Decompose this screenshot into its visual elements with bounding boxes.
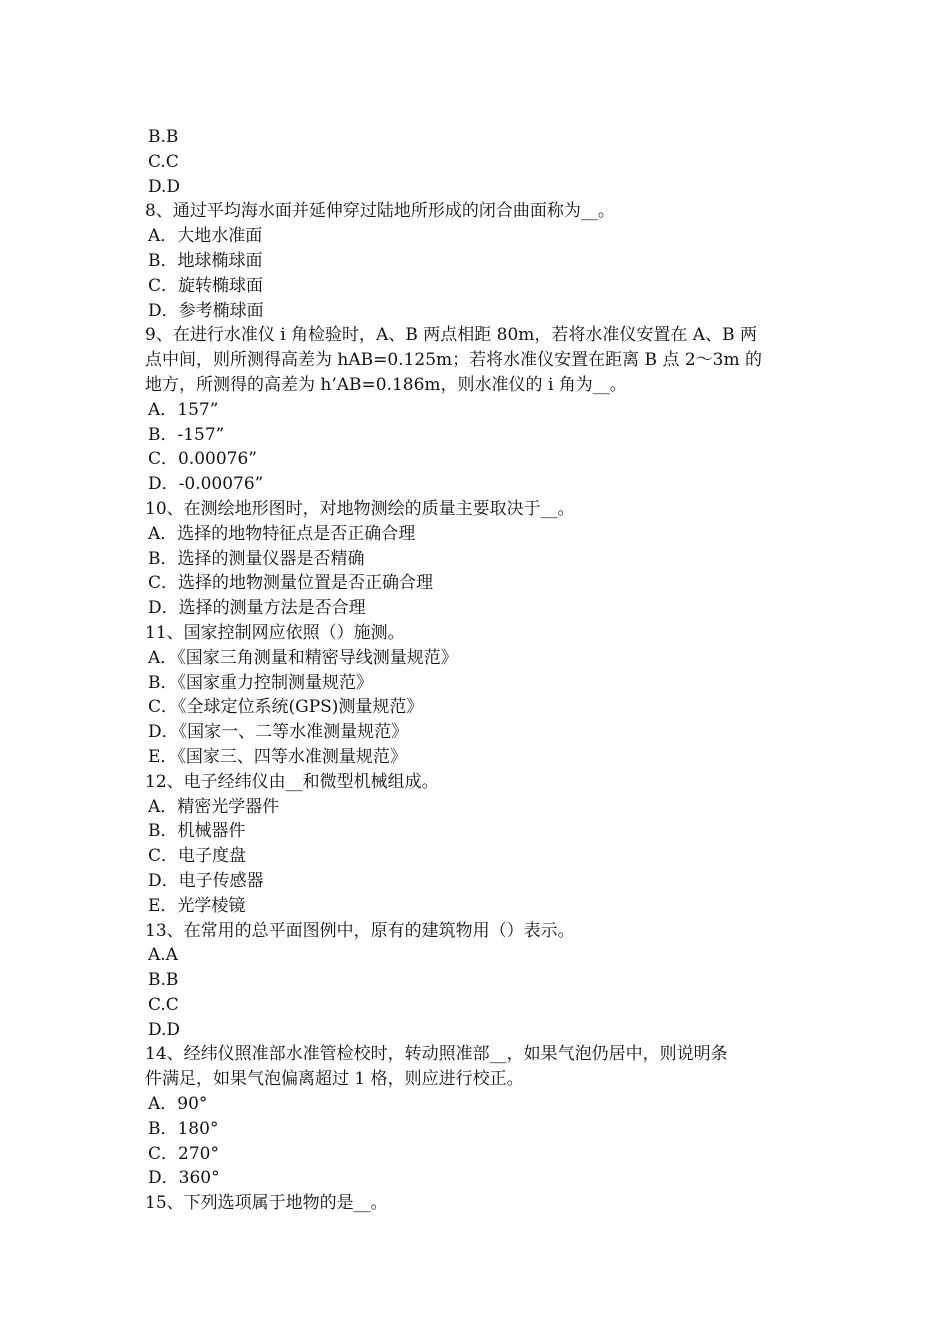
answer-option-line: D.D (148, 1019, 181, 1040)
answer-option-line: A．《国家三角测量和精密导线测量规范》 (148, 647, 458, 668)
question-text-line: 点中间，则所测得高差为 hAB=0.125m；若将水准仪安置在距离 B 点 2～3m 的 (145, 350, 763, 371)
answer-option-line: A．90° (148, 1094, 208, 1115)
question-text-line: 13、在常用的总平面图例中，原有的建筑物用（）表示。 (145, 920, 575, 941)
answer-option-line: C．《全球定位系统(GPS)测量规范》 (148, 697, 424, 718)
answer-option-line: C．270° (148, 1143, 219, 1164)
answer-option-line: C．选择的地物测量位置是否正确合理 (148, 573, 434, 594)
question-text-line: 15、下列选项属于地物的是__。 (145, 1193, 388, 1214)
answer-option-line: B.B (148, 970, 179, 991)
answer-option-line: A.A (148, 945, 178, 966)
answer-option-line: D．参考椭球面 (148, 300, 264, 321)
answer-option-line: C．旋转椭球面 (148, 275, 264, 296)
answer-option-line: E．光学棱镜 (148, 895, 246, 916)
answer-option-line: E．《国家三、四等水准测量规范》 (148, 746, 407, 767)
answer-option-line: B．180° (148, 1118, 219, 1139)
answer-option-line: D．选择的测量方法是否合理 (148, 598, 366, 619)
answer-option-line: B．-157” (148, 424, 225, 445)
answer-option-line: B．地球椭球面 (148, 250, 263, 271)
answer-option-line: D．360° (148, 1168, 220, 1189)
answer-option-line: B．选择的测量仪器是否精确 (148, 548, 365, 569)
question-text-line: 14、经纬仪照准部水准管检校时，转动照准部__，如果气泡仍居中，则说明条 (145, 1044, 728, 1065)
answer-option-line: B.B (148, 127, 179, 147)
answer-option-line: D.D (148, 176, 181, 197)
question-text-line: 11、国家控制网应依照（）施测。 (145, 622, 405, 643)
question-text-line: 10、在测绘地形图时，对地物测绘的质量主要取决于__。 (145, 498, 575, 519)
question-text-line: 地方，所测得的高差为 h’AB=0.186m，则水准仪的 i 角为__。 (145, 374, 627, 395)
answer-option-line: C.C (148, 151, 179, 172)
question-text-line: 8、通过平均海水面并延伸穿过陆地所形成的闭合曲面称为__。 (145, 201, 615, 222)
question-text-line: 12、电子经纬仪由__和微型机械组成。 (145, 771, 439, 792)
answer-option-line: A．选择的地物特征点是否正确合理 (148, 523, 416, 544)
answer-option-line: A．157” (148, 399, 219, 420)
answer-option-line: B．机械器件 (148, 821, 246, 842)
question-text-line: 9、在进行水准仪 i 角检验时，A、B 两点相距 80m，若将水准仪安置在 A、B 两 (145, 325, 757, 346)
answer-option-line: D．电子传感器 (148, 870, 264, 891)
answer-option-line: A．大地水准面 (148, 226, 263, 247)
answer-option-line: D．《国家一、二等水准测量规范》 (148, 722, 409, 743)
answer-option-line: B．《国家重力控制测量规范》 (148, 672, 373, 693)
answer-option-line: A．精密光学器件 (148, 796, 280, 817)
answer-option-line: C．0.00076” (148, 449, 257, 470)
answer-option-line: C.C (148, 994, 179, 1015)
answer-option-line: D．-0.00076” (148, 474, 264, 495)
document-body (145, 125, 810, 1216)
question-text-line: 件满足，如果气泡偏离超过 1 格，则应进行校正。 (145, 1069, 524, 1090)
answer-option-line: C．电子度盘 (148, 846, 247, 867)
